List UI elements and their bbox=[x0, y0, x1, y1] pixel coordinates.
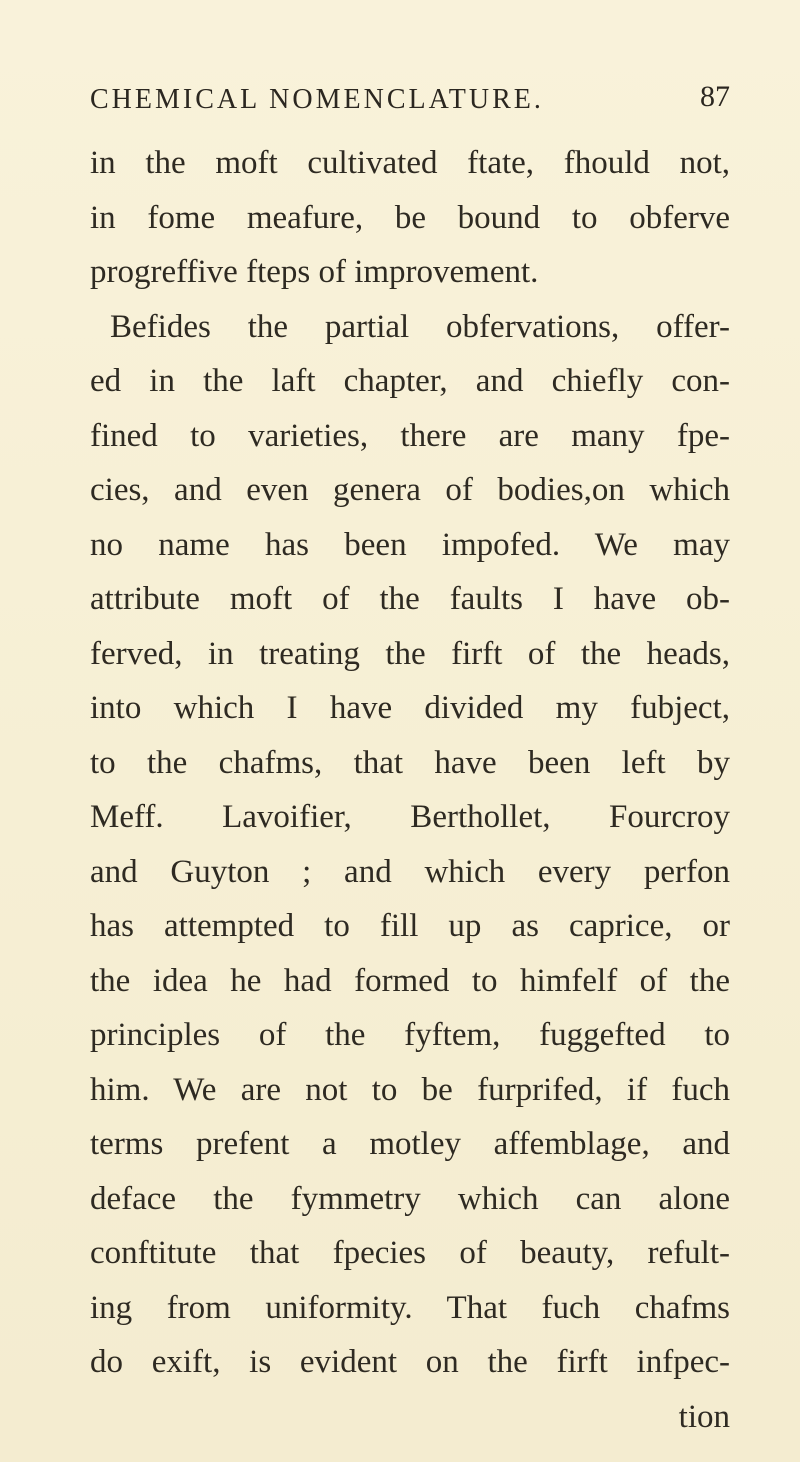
text-line: into which I have divided my fubject, bbox=[90, 690, 730, 726]
text-line: ing from uniformity. That fuch chafms bbox=[90, 1289, 730, 1326]
text-line: has attempted to fill up as caprice, or bbox=[90, 908, 730, 944]
text-line: ed in the laft chapter, and chiefly con- bbox=[90, 363, 730, 399]
text-line: principles of the fyftem, fuggefted to bbox=[90, 1017, 730, 1053]
text-line: attribute moft of the faults I have ob- bbox=[90, 581, 730, 617]
text-line: to the chafms, that have been left by bbox=[90, 744, 730, 781]
body-text bbox=[90, 136, 730, 1444]
text-line: fined to varieties, there are many fpe- bbox=[90, 417, 730, 454]
catchword: tion bbox=[678, 1398, 730, 1435]
text-line: in the moft cultivated ftate, fhould not, bbox=[90, 145, 730, 181]
text-line: him. We are not to be furprifed, if fuch bbox=[90, 1071, 730, 1108]
text-line: no name has been impofed. We may bbox=[90, 526, 730, 563]
text-line: in fome meafure, be bound to obferve bbox=[90, 199, 730, 236]
text-line: do exift, is evident on the firft infpec- bbox=[90, 1344, 730, 1380]
text-line: the idea he had formed to himfelf of the bbox=[90, 962, 730, 999]
page-number: 87 bbox=[700, 80, 730, 113]
running-head bbox=[90, 80, 730, 120]
text-line: Meff. Lavoifier, Berthollet, Fourcroy bbox=[90, 799, 730, 835]
text-line: Befides the partial obfervations, offer- bbox=[110, 308, 730, 345]
text-line: and Guyton ; and which every perfon bbox=[90, 853, 730, 890]
text-line: progreffive fteps of improvement. bbox=[90, 254, 539, 290]
text-line: ferved, in treating the firft of the heads, bbox=[90, 635, 730, 672]
running-head-title: CHEMICAL NOMENCLATURE. bbox=[90, 84, 544, 115]
text-line: conftitute that fpecies of beauty, refult- bbox=[90, 1235, 730, 1271]
text-line: deface the fymmetry which can alone bbox=[90, 1180, 730, 1217]
text-line: cies, and even genera of bodies,on which bbox=[90, 472, 730, 508]
text-line: terms prefent a motley affemblage, and bbox=[90, 1126, 730, 1162]
